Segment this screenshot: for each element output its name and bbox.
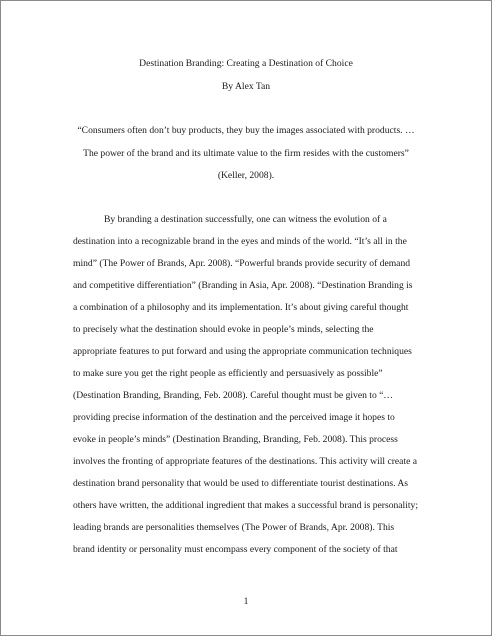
body-line: evoke in people’s minds” (Destination Branding, Branding, Feb. 2008). This process bbox=[73, 434, 398, 445]
body-line: By branding a destination successfully, one can witness the evolution of a bbox=[104, 214, 387, 225]
body-line: destination brand personality that would be used to differentiate tourist destinations. As bbox=[73, 478, 409, 489]
body-line: and competitive differentiation” (Branding in Asia, Apr. 2008). “Destination Branding is bbox=[73, 280, 413, 291]
body-line: appropriate features to put forward and using the appropriate communication techniques bbox=[73, 346, 412, 357]
body-line: destination into a recognizable brand in the eyes and minds of the world. “It’s all in the bbox=[73, 236, 407, 247]
body-line: (Destination Branding, Branding, Feb. 2008). Careful thought must be given to “… bbox=[73, 390, 394, 401]
epigraph-line-1: “Consumers often don’t buy products, they buy the images associated with products. … bbox=[77, 125, 415, 136]
body-line: leading brands are personalities themselves (The Power of Brands, Apr. 2008). This bbox=[73, 522, 395, 533]
body-line: mind” (The Power of Brands, Apr. 2008). “Powerful brands provide security of demand bbox=[73, 258, 411, 269]
document-title: Destination Branding: Creating a Destination of Choice bbox=[139, 58, 353, 69]
body-line: involves the fronting of appropriate features of the destinations. This activity will create a bbox=[73, 456, 418, 467]
epigraph-line-2: The power of the brand and its ultimate value to the firm resides with the customers” bbox=[83, 148, 409, 159]
epigraph-citation: (Keller, 2008). bbox=[217, 170, 275, 181]
body-line: a combination of a philosophy and its implementation. It’s about giving careful thought bbox=[73, 302, 409, 313]
body-line: others have written, the additional ingredient that makes a successful brand is personality; bbox=[73, 500, 419, 511]
body-line: brand identity or personality must encompass every component of the society of that bbox=[73, 544, 398, 555]
body-line: to precisely what the destination should evoke in people’s minds, selecting the bbox=[73, 324, 374, 335]
page-number: 1 bbox=[243, 596, 249, 607]
author-line: By Alex Tan bbox=[221, 81, 271, 92]
body-line: to make sure you get the right people as efficiently and persuasively as possible” bbox=[73, 368, 383, 379]
body-line: providing precise information of the destination and the perceived image it hopes to bbox=[73, 412, 395, 423]
